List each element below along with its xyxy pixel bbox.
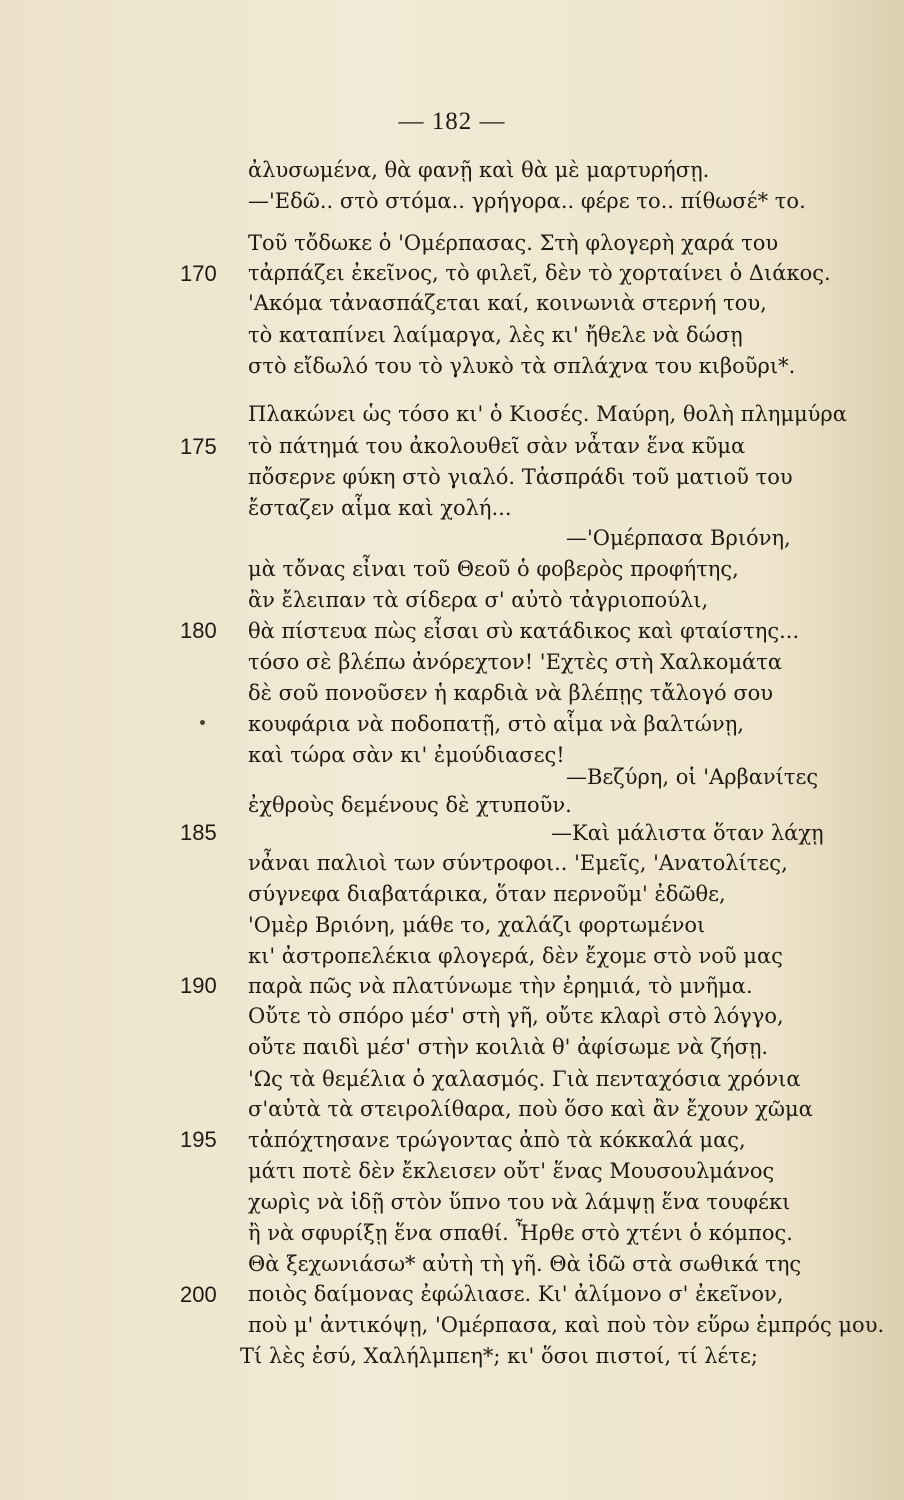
verse-line: τὸ πάτημά του ἀκολουθεῖ σὰν νἆταν ἕνα κῦμα — [248, 434, 746, 458]
verse-line: σ'αὐτὰ τὰ στειρολίθαρα, ποὺ ὅσο καὶ ἂν ἔχουν χῶμα — [248, 1097, 813, 1121]
verse-line: —Βεζύρη, οἱ 'Αρβανίτες — [566, 765, 819, 789]
verse-line: καὶ τώρα σὰν κι' ἐμούδιασες! — [248, 743, 565, 767]
verse-line: κουφάρια νὰ ποδοπατῇ, στὸ αἷμα νὰ βαλτώνῃ, — [248, 712, 744, 736]
verse-line: —'Ομέρπασα Βριόνη, — [566, 526, 791, 550]
verse-line: στὸ εἴδωλό του τὸ γλυκὸ τὰ σπλάχνα του κιβοῦρι*. — [248, 354, 796, 378]
verse-line: ἐχθροὺς δεμένους δὲ χτυποῦν. — [248, 793, 572, 817]
verse-line: ἀλυσωμένα, θὰ φανῇ καὶ θὰ μὲ μαρτυρήσῃ. — [248, 158, 710, 182]
verse-line: χωρὶς νὰ ἰδῇ στὸν ὕπνο του νὰ λάμψῃ ἕνα τουφέκι — [248, 1190, 791, 1214]
verse-line: ποιὸς δαίμονας ἐφώλιασε. Κι' ἀλίμονο σ' ἐκεῖνον, — [248, 1282, 784, 1306]
verse-line: ποὺ μ' ἀντικόψῃ, 'Ομέρπασα, καὶ ποὺ τὸν εὕρω ἐμπρός μου. — [248, 1313, 885, 1337]
verse-line: 'Ακόμα τἀνασπάζεται καί, κοινωνιὰ στερνή του, — [248, 291, 767, 315]
verse-line: Τί λὲς ἐσύ, Χαλήλμπεη*; κι' ὅσοι πιστοί, τί λέτε; — [240, 1344, 758, 1368]
verse-line: ἔσταζεν αἷμα καὶ χολή... — [248, 496, 512, 520]
verse-line: μάτι ποτὲ δὲν ἔκλεισεν οὔτ' ἕνας Μουσουλμάνος — [248, 1159, 775, 1183]
verse-line: ἢ νὰ σφυρίξῃ ἕνα σπαθί. Ἦρθε στὸ χτένι ὁ κόμπος. — [248, 1221, 793, 1245]
verse-line: δὲ σοῦ πονοῦσεν ἡ καρδιὰ νὰ βλέπῃς τἄλογό σου — [248, 681, 774, 705]
line-number: 195 — [180, 1127, 217, 1152]
verse-line: Οὔτε τὸ σπόρο μέσ' στὴ γῆ, οὔτε κλαρὶ στὸ λόγγο, — [248, 1004, 784, 1028]
line-number: 180 — [180, 618, 217, 643]
verse-line: τόσο σὲ βλέπω ἀνόρεχτον! 'Εχτὲς στὴ Χαλκομάτα — [248, 650, 783, 674]
verse-line: Θὰ ξεχωνιάσω* αὐτὴ τὴ γῆ. Θὰ ἰδῶ στὰ σωθικά της — [248, 1252, 802, 1276]
verse-line: κι' ἀστροπελέκια φλογερά, δὲν ἔχομε στὸ νοῦ μας — [248, 944, 783, 968]
verse-line: οὔτε παιδὶ μέσ' στὴν κοιλιὰ θ' ἀφίσωμε νὰ ζήσῃ. — [248, 1035, 769, 1059]
verse-line: θὰ πίστευα πὼς εἶσαι σὺ κατάδικος καὶ φταίστης... — [248, 619, 800, 643]
verse-line: —'Εδῶ.. στὸ στόμα.. γρήγορα.. φέρε το.. πίθωσέ* το. — [248, 189, 806, 213]
verse-line: παρὰ πῶς νὰ πλατύνωμε τὴν ἐρημιά, τὸ μνῆμα. — [248, 974, 753, 998]
verse-line: Τοῦ τὄδωκε ὁ 'Ομέρπασας. Στὴ φλογερὴ χαρά του — [248, 231, 779, 255]
line-number: 170 — [180, 261, 217, 286]
verse-line: 'Ως τὰ θεμέλια ὁ χαλασμός. Γιὰ πενταχόσια χρόνια — [248, 1067, 801, 1091]
verse-line: —Καὶ μάλιστα ὅταν λάχῃ — [551, 821, 824, 845]
verse-line: τὸ καταπίνει λαίμαργα, λὲς κι' ἤθελε νὰ δώσῃ — [248, 323, 743, 347]
verse-line: μὰ τὄνας εἶναι τοῦ Θεοῦ ὁ φοβερὸς προφήτης, — [248, 557, 739, 581]
verse-line: 'Ομὲρ Βριόνη, μάθε το, χαλάζι φορτωμένοι — [248, 913, 706, 937]
line-number: 185 — [180, 820, 217, 845]
verse-line: σύγνεφα διαβατάρικα, ὅταν περνοῦμ' ἐδῶθε, — [248, 882, 726, 906]
page-number: — 182 — — [398, 108, 506, 135]
verse-line: Πλακώνει ὡς τόσο κι' ὁ Κιοσές. Μαύρη, θολὴ πλημμύρα — [248, 402, 847, 426]
verse-line: πὄσερνε φύκη στὸ γιαλό. Τἀσπράδι τοῦ ματιοῦ του — [248, 465, 793, 489]
verse-line: νἆναι παλιοὶ των σύντροφοι.. 'Εμεῖς, 'Ανατολίτες, — [248, 851, 788, 875]
margin-mark — [200, 720, 205, 725]
line-number: 190 — [180, 973, 217, 998]
verse-line: τἀπόχτησανε τρώγοντας ἀπὸ τὰ κόκκαλά μας, — [248, 1128, 746, 1152]
line-number: 200 — [180, 1282, 217, 1307]
verse-line: ἂν ἔλειπαν τὰ σίδερα σ' αὐτὸ τἀγριοπούλι, — [248, 588, 709, 612]
line-number: 175 — [180, 434, 217, 459]
verse-line: τἀρπάζει ἐκεῖνος, τὸ φιλεῖ, δὲν τὸ χορταίνει ὁ Διάκος. — [248, 261, 831, 285]
